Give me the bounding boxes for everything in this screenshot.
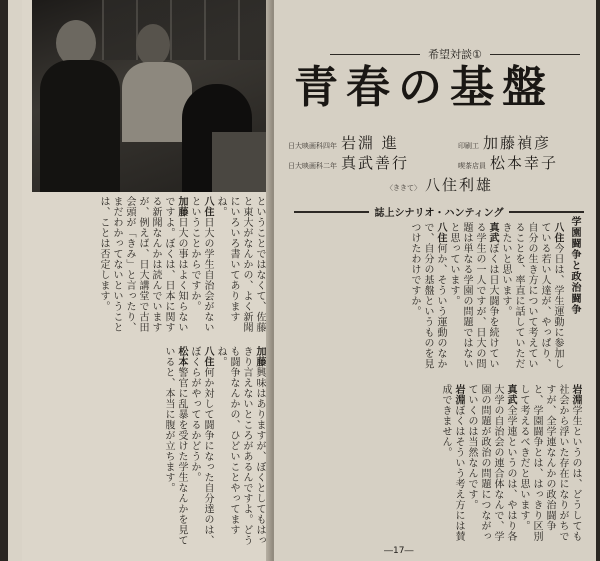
section-heading: 学園闘争と政治闘争 [569,216,580,315]
speaker-name: 八住 [435,222,446,243]
paragraph-text: 何か対して闘争になった自分達のは、ぼくらがやってるかどうか。 [189,346,213,546]
subtitle [294,204,584,219]
body-paragraph [188,196,214,336]
divider [330,54,420,55]
paragraph-text: ぼくは日大闘争を続けている学生の一人ですが、日大の問題は単なる学園の問題ではないと思っています。 [448,222,498,369]
speaker-name: 岩淵 [570,384,581,405]
photo-person-head [136,24,170,66]
speaker-name: 八住 [202,196,213,217]
speaker-name: 加藤 [254,346,265,367]
participant-affiliation: 喫茶店員 [458,162,486,170]
paragraph-text: 今日は、学生運動に参加している若い人達が、やっぱり、自分の生き方について考えていることを、率直に話していただきたいと思います。 [500,222,563,369]
page-number: ―17― [384,546,414,556]
body-paragraph [499,222,564,374]
participant-affiliation: 日大映画科四年 [288,142,337,150]
magazine-spread [8,0,588,561]
body-paragraph [162,346,188,546]
participant-credit [288,152,409,173]
photo-person-body [40,60,120,192]
divider [490,54,580,55]
divider [509,211,584,213]
paragraph-text: 何か、そういう運動のなかで、自分の基盤というものを見つけたわけですか。 [409,222,446,369]
left-page [22,0,272,561]
participant-name: 岩淵 進 [341,134,399,152]
paragraph-text: 学生というのは、どうしても社会から浮いた存在になりがちですが、全学連なんかの政治闘争と、学園闘争とは、はっきり区別して考えるべきだと思います。 [518,384,581,542]
participant-name: 真武善行 [341,154,410,172]
body-paragraph [188,346,214,546]
speaker-name: 八住 [552,222,563,243]
participant-name: 八住利雄 [425,176,494,194]
participant-affiliation: 〈ききて〉 [386,184,421,192]
body-paragraph [408,222,447,374]
speaker-name: 真武 [505,384,516,405]
discussion-photo [32,0,280,192]
speaker-name: 加藤 [176,196,187,217]
paragraph-text: 日大の事はよく知らないですよ。ぼくは、日本に関する新聞なんかは読んでいますが、例えば、日大講堂で古田会頭が「きみ」と言ったり、まだわかってないということは、ことは否定します。 [98,196,187,333]
participant-credit [458,152,558,173]
paragraph-text: 日大の学生自治会がないということからですか。 [189,196,213,333]
speaker-name: 八住 [202,346,213,367]
body-column-right-top [282,222,564,374]
body-paragraph [465,384,517,542]
speaker-name: 岩淵 [453,384,464,405]
divider [294,211,369,213]
paragraph-text: 興味はありますが、ぼくとしてもはっきり言えないところがあるんですよ。どうも闘争なんかの、ひどいことやってますね。 [215,346,265,546]
speaker-name: 真武 [487,222,498,243]
body-paragraph [214,196,266,336]
paragraph-text: ぼくはそういう考え方には賛成できません。 [440,384,464,542]
body-paragraph [439,384,465,542]
participant-credit [288,132,399,153]
body-column-left-top [80,196,266,336]
right-page [274,0,596,561]
paragraph-text: 警官に乱暴を受けた学生なんかを見ていると、本当に腹が立ちます。 [163,346,187,546]
body-paragraph [447,222,499,374]
body-paragraph [517,384,582,542]
participant-credit [386,174,493,195]
participant-affiliation: 印刷工 [458,142,479,150]
participant-credit [458,132,551,153]
series-label [330,46,580,62]
body-paragraph [97,196,188,336]
series-label-text: 希望対談① [428,48,482,61]
speaker-name: 松本 [176,346,187,367]
photo-window [102,0,272,60]
participant-name: 加藤禎彦 [483,134,552,152]
participant-affiliation: 日大映画科二年 [288,162,337,170]
paragraph-text: ということではなくて、佐藤と東大がなんかの、よく新聞にいろいろ書いてありますね。 [215,196,265,333]
subtitle-text: 誌上シナリオ・ハンティング [374,208,504,219]
body-column-left-bottom [26,346,266,546]
body-paragraph [214,346,266,546]
participant-name: 松本幸子 [490,154,559,172]
page-title: 青春の基盤 [294,62,554,113]
paragraph-text: 全学連というのは、やはり各大学の自治会の連合体なんで、学園の問題が政治の問題につながっていくのは当然なんです。 [466,384,516,542]
body-column-right-bottom [282,384,582,542]
